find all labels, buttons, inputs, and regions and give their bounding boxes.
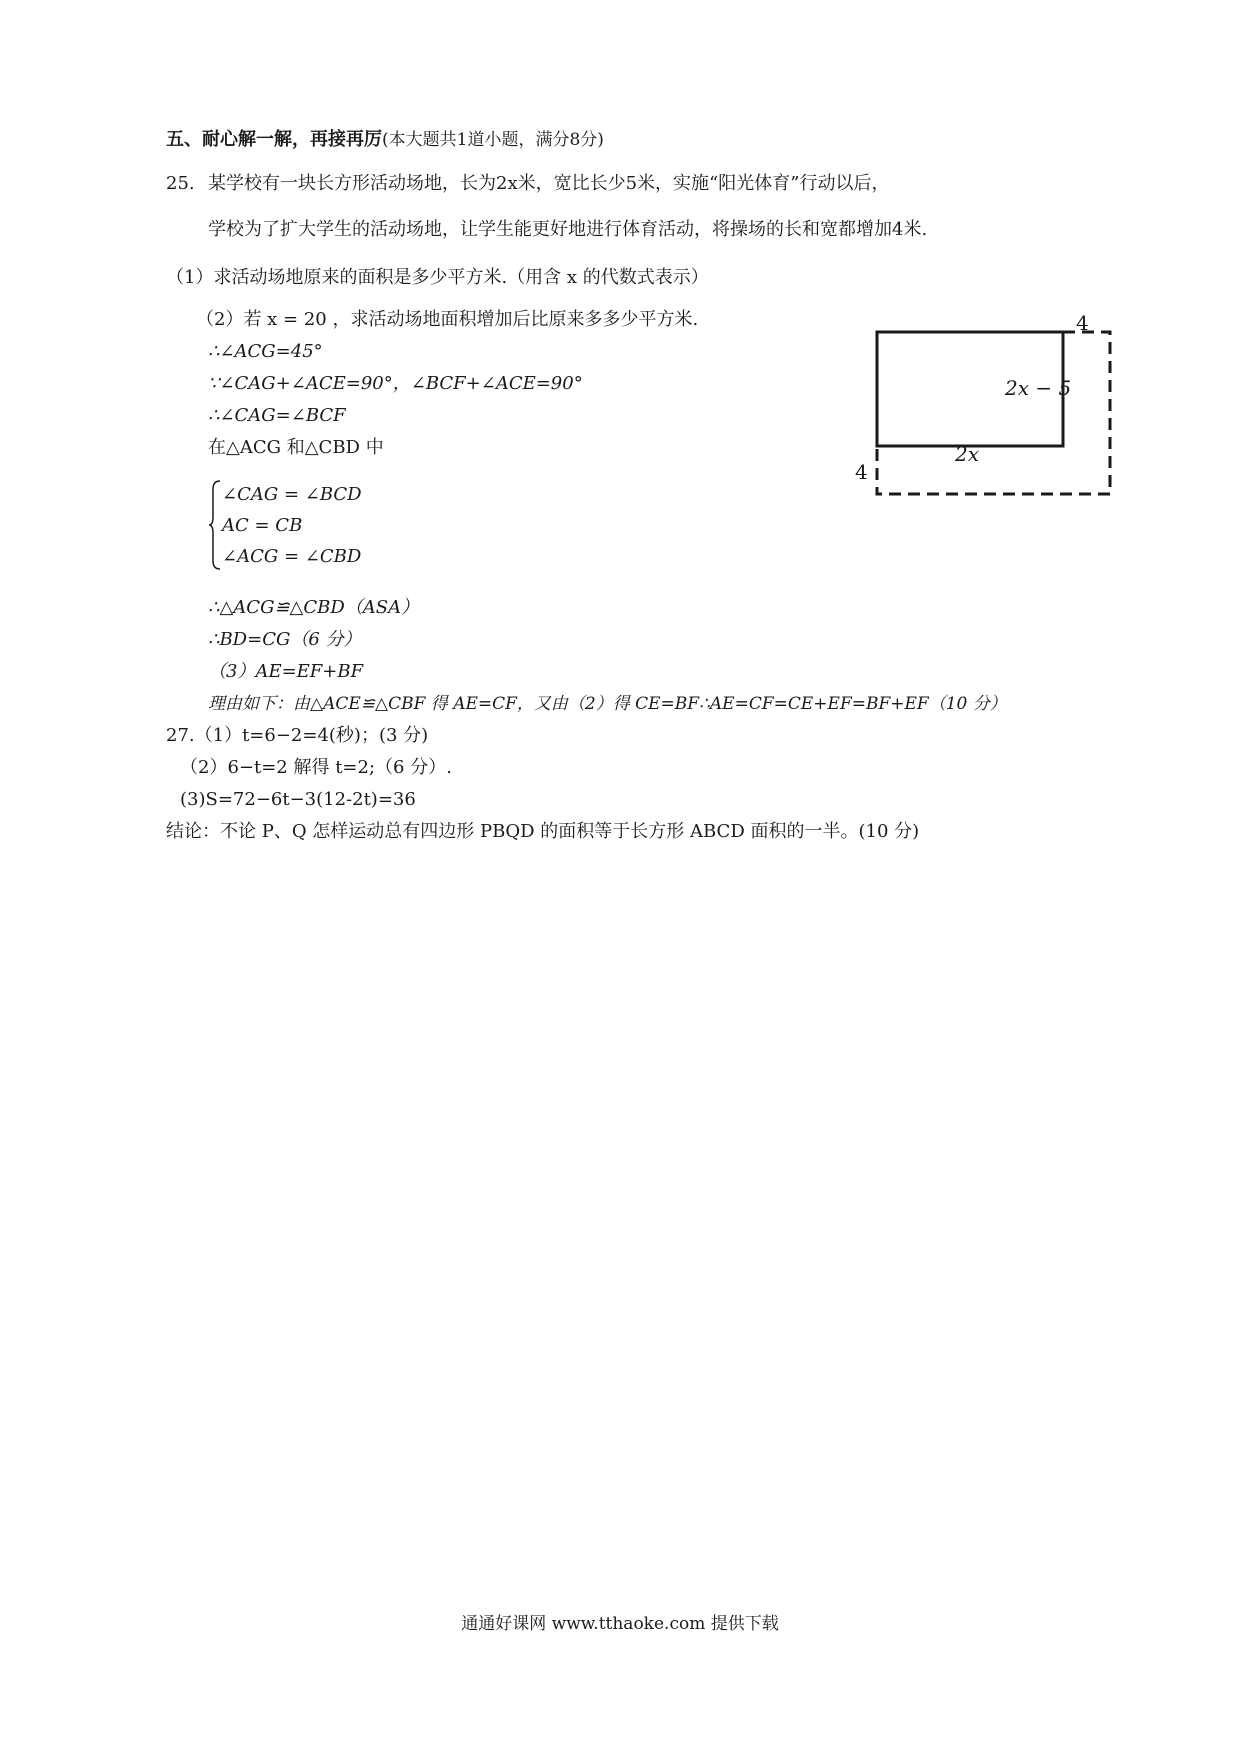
q27-line-4: 结论：不论 P、Q 怎样运动总有四边形 PBQD 的面积等于长方形 ABCD 面积的一半。(10 分) bbox=[166, 821, 920, 842]
section-note: (本大题共1道小题，满分8分) bbox=[382, 130, 604, 150]
field-diagram-shapes bbox=[845, 318, 1125, 508]
q25-line2: 学校为了扩大学生的活动场地，让学生能更好地进行体育活动，将操场的长和宽都增加4米. bbox=[208, 219, 928, 240]
proof-line-3: ∴∠CAG=∠BCF bbox=[208, 405, 346, 426]
q27-line-3: (3)S=72−6t−3(12-2t)=36 bbox=[180, 789, 416, 810]
q25-part2: （2）若 x = 20 ，求活动场地面积增加后比原来多多少平方米. bbox=[196, 309, 699, 330]
q27-line-1: 27.（1）t=6−2=4(秒)；(3 分) bbox=[166, 725, 429, 746]
q25-part1: （1）求活动场地原来的面积是多少平方米.（用含 x 的代数式表示） bbox=[166, 267, 709, 288]
expanded-field-outline bbox=[877, 332, 1110, 494]
diagram-label-width: 2x − 5 bbox=[1005, 376, 1072, 400]
proof-line-7: （3）AE=EF+BF bbox=[208, 661, 364, 682]
proof-line-2: ∵∠CAG+∠ACE=90°，∠BCF+∠ACE=90° bbox=[208, 373, 583, 394]
field-diagram bbox=[845, 311, 1125, 513]
diagram-label-length: 2x bbox=[955, 442, 980, 466]
section-heading bbox=[166, 128, 604, 152]
footer-credit: 通通好课网 www.tthaoke.com 提供下载 bbox=[461, 1614, 779, 1634]
condition-3: ∠ACG = ∠CBD bbox=[222, 546, 362, 567]
q25-line1: 某学校有一块长方形活动场地，长为2x米，宽比长少5米，实施“阳光体育”行动以后， bbox=[208, 173, 890, 194]
left-brace-icon bbox=[208, 479, 222, 571]
proof-line-5: ∴△ACG≌△CBD（ASA） bbox=[208, 597, 420, 618]
condition-1: ∠CAG = ∠BCD bbox=[222, 484, 362, 505]
q25-number: 25. bbox=[166, 173, 195, 194]
diagram-label-top: 4 bbox=[1076, 311, 1089, 335]
condition-2: AC = CB bbox=[222, 515, 303, 536]
q27-line-2: （2）6−t=2 解得 t=2;（6 分）. bbox=[180, 757, 452, 778]
diagram-label-left: 4 bbox=[855, 460, 868, 484]
proof-line-8: 理由如下：由△ACE≌△CBF 得 AE=CF，又由（2）得 CE=BF∴AE=CF=CE+EF=BF+EF（10 分） bbox=[208, 694, 1007, 714]
proof-line-4: 在△ACG 和△CBD 中 bbox=[208, 437, 384, 458]
section-title: 五、耐心解一解，再接再厉 bbox=[166, 129, 382, 150]
congruence-conditions bbox=[208, 479, 408, 571]
proof-line-1: ∴∠ACG=45° bbox=[208, 341, 323, 362]
proof-line-6: ∴BD=CG（6 分） bbox=[208, 629, 362, 650]
